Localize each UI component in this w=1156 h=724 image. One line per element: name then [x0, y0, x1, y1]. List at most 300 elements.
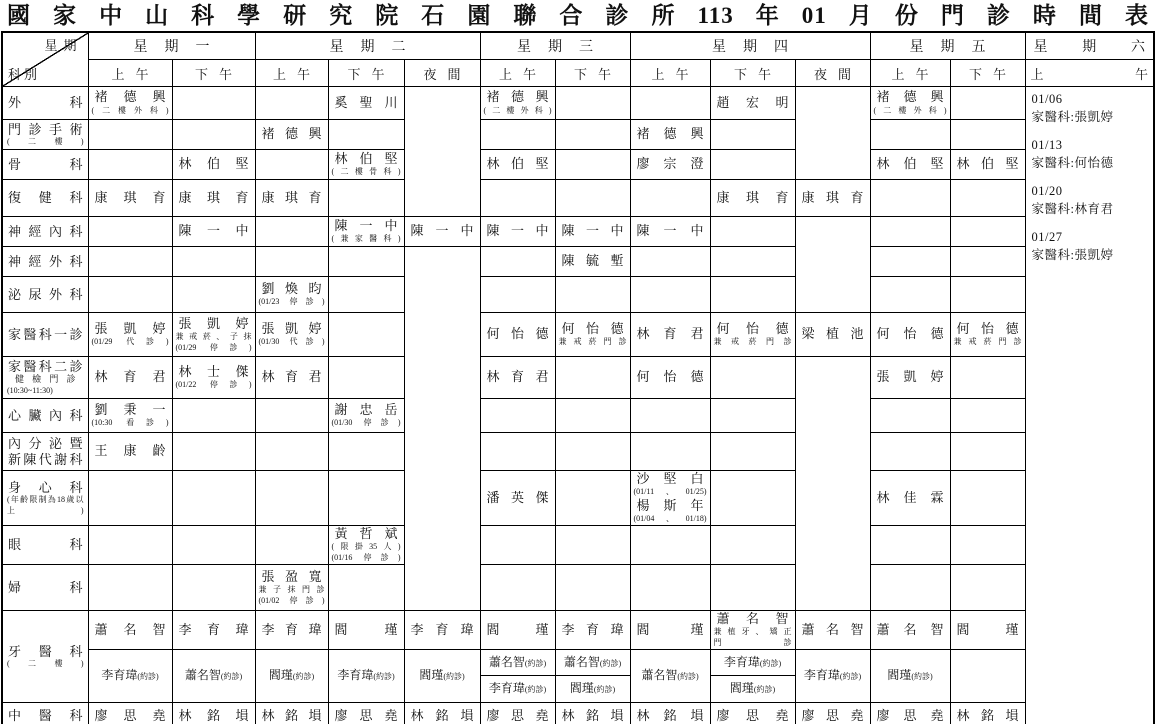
schedule-cell [630, 150, 710, 180]
empty-cell [555, 433, 630, 471]
cell-note: (01/29 代診) [91, 337, 169, 347]
empty-cell [950, 471, 1025, 526]
note-text: 家醫科:林育君 [1031, 202, 1114, 216]
doctor-name-appt: 閻瑾(約診) [887, 668, 933, 683]
doctor-name: 沙堅白 [636, 471, 704, 486]
schedule-cell [950, 313, 1025, 357]
schedule-row [2, 649, 1154, 675]
empty-cell [88, 247, 172, 277]
cell-note: (兼家醫科) [331, 234, 401, 244]
empty-cell [710, 564, 795, 610]
doctor-name: 陳一中 [636, 223, 704, 239]
schedule-cell [255, 120, 328, 150]
note-date: 01/27 [1031, 230, 1063, 244]
dept-cell [2, 610, 88, 702]
empty-cell [328, 277, 404, 313]
doctor-name: 陳一中 [561, 223, 624, 239]
doctor-name: 林銘塤 [636, 707, 704, 723]
schedule-cell [555, 247, 630, 277]
schedule-cell [172, 150, 255, 180]
doctor-name: 林伯堅 [334, 150, 398, 166]
schedule-cell [950, 702, 1025, 724]
empty-cell [870, 247, 950, 277]
empty-cell [555, 357, 630, 399]
session-header: 下午 [328, 60, 404, 87]
cell-note: (二樓外科) [91, 105, 169, 115]
schedule-row [2, 120, 1154, 150]
doctor-name: 康琪育 [261, 189, 322, 205]
empty-cell [172, 247, 255, 277]
session-header: 下午 [555, 60, 630, 87]
empty-cell [870, 526, 950, 565]
cell-note: (01/16 停診) [331, 553, 401, 563]
doctor-name: 褚德興 [261, 126, 322, 142]
saturday-notes-cell [1025, 87, 1154, 724]
empty-cell [328, 180, 404, 217]
schedule-cell [870, 313, 950, 357]
doctor-name: 劉秉一 [94, 401, 166, 417]
dept-name: 心臟內科 [8, 407, 83, 423]
empty-cell [480, 564, 555, 610]
doctor-name: 梁植池 [801, 326, 864, 342]
schedule-cell [88, 313, 172, 357]
session-header: 上午 [255, 60, 328, 87]
weekday-header: 星期四 [630, 32, 870, 60]
appointment-tag: (約診) [443, 672, 465, 682]
doctor-name: 李育瑋 [178, 621, 249, 637]
dept-name: 神經外科 [8, 253, 83, 269]
doctor-name: 張盈寬 [261, 568, 322, 584]
dept-cell [2, 471, 88, 526]
doctor-name: 廖宗澄 [636, 156, 704, 172]
corner-cell [2, 32, 88, 87]
cell-note: (二樓外科) [483, 105, 552, 115]
doctor-name: 李育瑋 [561, 621, 624, 637]
doctor-name: 劉煥昀 [261, 280, 322, 296]
empty-cell [328, 357, 404, 399]
empty-cell [88, 120, 172, 150]
schedule-row [2, 702, 1154, 724]
schedule-cell [255, 180, 328, 217]
schedule-cell [88, 180, 172, 217]
doctor-name-appt: 李育瑋(約診) [723, 654, 782, 669]
empty-cell [710, 471, 795, 526]
doctor-name: 林育君 [94, 369, 166, 385]
schedule-cell [870, 702, 950, 724]
cell-note: (01/04、01/18) [633, 514, 707, 524]
doctor-name: 林銘塤 [410, 707, 474, 723]
empty-cell [172, 120, 255, 150]
empty-cell [630, 247, 710, 277]
corner-weekday-label: 星期 [44, 38, 83, 53]
merged-empty-cell [795, 217, 870, 313]
dept-name: 中醫科 [8, 708, 83, 724]
dept-name: 復健科 [8, 190, 83, 206]
session-header: 上午 [480, 60, 555, 87]
schedule-cell [480, 357, 555, 399]
doctor-name: 林育君 [261, 369, 322, 385]
cell-note: 兼戒菸、子抹 [175, 331, 252, 341]
schedule-cell [710, 649, 795, 675]
empty-cell [950, 357, 1025, 399]
empty-cell [172, 526, 255, 565]
appointment-tag: (約診) [137, 672, 159, 682]
session-header: 夜間 [404, 60, 480, 87]
appointment-tag: (約診) [599, 658, 622, 668]
doctor-name: 何怡德 [956, 320, 1019, 336]
schedule-row [2, 399, 1154, 433]
empty-cell [555, 471, 630, 526]
dept-note: (二樓) [7, 658, 84, 668]
appointment-tag: (約診) [839, 672, 862, 682]
schedule-cell [630, 313, 710, 357]
dept-cell [2, 526, 88, 565]
appointment-tag: (約診) [524, 658, 547, 668]
dept-name: 新陳代謝科 [8, 451, 83, 467]
doctor-name: 陳一中 [410, 223, 474, 239]
dept-name: 神經內科 [8, 223, 83, 239]
cell-note: (01/22 停診) [175, 380, 252, 390]
empty-cell [950, 277, 1025, 313]
appointment-tag: (約診) [677, 672, 699, 682]
note-text: 家醫科:張凱婷 [1031, 248, 1114, 262]
session-header: 下午 [172, 60, 255, 87]
doctor-name: 林伯堅 [486, 156, 549, 172]
appointment-tag: (約診) [753, 685, 776, 695]
schedule-cell [555, 649, 630, 675]
doctor-name: 陳一中 [178, 223, 249, 239]
schedule-cell [795, 313, 870, 357]
empty-cell [630, 399, 710, 433]
schedule-cell [328, 610, 404, 649]
schedule-cell [710, 87, 795, 120]
dept-cell [2, 247, 88, 277]
schedule-cell [88, 610, 172, 649]
merged-empty-cell [795, 87, 870, 180]
schedule-row [2, 150, 1154, 180]
empty-cell [88, 150, 172, 180]
schedule-cell [480, 87, 555, 120]
cell-note: (01/30 代診) [258, 337, 325, 347]
doctor-name: 廖思堯 [716, 707, 789, 723]
doctor-name-appt: 蕭名智(約診) [184, 668, 243, 683]
schedule-cell [950, 150, 1025, 180]
schedule-header [2, 32, 1154, 87]
empty-cell [870, 564, 950, 610]
doctor-name-appt: 蕭名智(約診) [563, 654, 622, 669]
session-header: 下午 [710, 60, 795, 87]
schedule-cell [172, 610, 255, 649]
doctor-name-appt: 閻瑾(約診) [729, 681, 776, 696]
schedule-cell [630, 357, 710, 399]
empty-cell [710, 217, 795, 247]
schedule-cell [555, 610, 630, 649]
doctor-name-appt: 李育瑋(約診) [101, 668, 159, 683]
empty-cell [480, 399, 555, 433]
dept-name: 門診手術 [8, 121, 83, 137]
weekday-header: 星期六 [1025, 32, 1154, 60]
schedule-cell [795, 702, 870, 724]
schedule-cell [172, 702, 255, 724]
dept-name: 牙醫科 [8, 643, 83, 659]
schedule-cell [404, 610, 480, 649]
doctor-name: 張凱婷 [876, 369, 944, 385]
schedule-cell [555, 217, 630, 247]
doctor-name: 褚德興 [94, 89, 166, 105]
schedule-cell [555, 675, 630, 702]
doctor-name: 閻瑾 [334, 621, 398, 637]
dept-cell [2, 433, 88, 471]
empty-cell [870, 180, 950, 217]
schedule-cell [172, 180, 255, 217]
weekday-header: 星期五 [870, 32, 1025, 60]
empty-cell [630, 564, 710, 610]
doctor-name: 林伯堅 [956, 156, 1019, 172]
empty-cell [172, 564, 255, 610]
empty-cell [555, 526, 630, 565]
doctor-name: 楊斯年 [636, 498, 704, 514]
empty-cell [88, 526, 172, 565]
schedule-cell [710, 702, 795, 724]
cell-note: 兼戒菸門診 [713, 337, 792, 347]
schedule-cell [870, 87, 950, 120]
dept-cell [2, 87, 88, 120]
schedule-cell [710, 313, 795, 357]
empty-cell [328, 247, 404, 277]
schedule-cell [404, 649, 480, 702]
empty-cell [555, 87, 630, 120]
cell-note: 兼戒菸門診 [558, 337, 627, 347]
session-header: 上午 [630, 60, 710, 87]
schedule-cell [630, 702, 710, 724]
empty-cell [950, 247, 1025, 277]
schedule-cell [88, 649, 172, 702]
empty-cell [870, 399, 950, 433]
doctor-name: 林士傑 [178, 363, 249, 379]
empty-cell [172, 471, 255, 526]
doctor-name: 何怡德 [561, 320, 624, 336]
schedule-cell [255, 313, 328, 357]
schedule-row [2, 247, 1154, 277]
schedule-row [2, 610, 1154, 649]
doctor-name: 林育君 [636, 326, 704, 342]
schedule-cell [630, 610, 710, 649]
appointment-tag: (約診) [524, 685, 547, 695]
cell-note: (01/11、01/25) [633, 487, 707, 497]
doctor-name: 康琪育 [178, 189, 249, 205]
doctor-name-appt: 閻瑾(約診) [569, 681, 616, 696]
schedule-row [2, 433, 1154, 471]
schedule-cell [88, 357, 172, 399]
empty-cell [255, 217, 328, 247]
doctor-name: 廖思堯 [334, 707, 398, 723]
note-date: 01/20 [1031, 184, 1063, 198]
empty-cell [172, 433, 255, 471]
empty-cell [88, 217, 172, 247]
corner-dept-label: 科別 [8, 67, 41, 82]
empty-cell [870, 120, 950, 150]
empty-cell [255, 87, 328, 120]
doctor-name: 林佳霖 [876, 489, 944, 505]
schedule-cell [870, 357, 950, 399]
schedule-cell [328, 702, 404, 724]
empty-cell [480, 277, 555, 313]
session-header: 下午 [950, 60, 1025, 87]
doctor-name: 李育瑋 [261, 621, 322, 637]
schedule-cell [480, 471, 555, 526]
empty-cell [710, 150, 795, 180]
schedule-cell [480, 150, 555, 180]
empty-cell [480, 433, 555, 471]
empty-cell [480, 526, 555, 565]
schedule-cell [480, 610, 555, 649]
merged-empty-cell [404, 247, 480, 611]
page-title: 國家中山科學研究院石園聯合診所113年01月份門診時間表 [7, 3, 1149, 28]
empty-cell [88, 471, 172, 526]
doctor-name: 張凱婷 [94, 320, 166, 336]
schedule-row [2, 357, 1154, 399]
schedule-row [2, 526, 1154, 565]
dept-cell [2, 702, 88, 724]
empty-cell [710, 357, 795, 399]
schedule-cell [255, 564, 328, 610]
schedule-cell [88, 433, 172, 471]
doctor-name: 康琪育 [94, 189, 166, 205]
schedule-row [2, 313, 1154, 357]
schedule-cell [255, 610, 328, 649]
schedule-row [2, 471, 1154, 526]
dept-name: 骨科 [8, 156, 83, 172]
session-header: 夜間 [795, 60, 870, 87]
empty-cell [710, 433, 795, 471]
empty-cell [630, 277, 710, 313]
empty-cell [172, 87, 255, 120]
schedule-row [2, 564, 1154, 610]
doctor-name: 康琪育 [801, 189, 864, 205]
empty-cell [255, 150, 328, 180]
schedule-cell [88, 87, 172, 120]
doctor-name: 謝忠岳 [334, 401, 398, 417]
note-date: 01/13 [1031, 138, 1063, 152]
schedule-cell [795, 610, 870, 649]
doctor-name-appt: 李育瑋(約診) [337, 668, 395, 683]
doctor-name: 陳毓塹 [561, 253, 624, 269]
schedule-table [1, 31, 1155, 724]
doctor-name-appt: 蕭名智(約診) [641, 668, 699, 683]
schedule-cell [480, 649, 555, 675]
merged-empty-cell [404, 87, 480, 217]
empty-cell [710, 526, 795, 565]
doctor-name: 王康齡 [94, 443, 166, 459]
empty-cell [480, 247, 555, 277]
doctor-name: 奚聖川 [334, 94, 398, 110]
empty-cell [950, 180, 1025, 217]
doctor-name-appt: 蕭名智(約診) [488, 654, 547, 669]
schedule-cell [630, 471, 710, 526]
empty-cell [328, 471, 404, 526]
cell-note: (01/02 停診) [258, 595, 325, 605]
dept-name: 身心科 [8, 479, 83, 495]
schedule-cell [328, 526, 404, 565]
cell-note: 兼子抹門診 [258, 584, 325, 594]
weekday-header: 星期二 [255, 32, 480, 60]
session-header: 上午 [88, 60, 172, 87]
dept-name: 家醫科二診 [8, 358, 83, 374]
merged-empty-cell [795, 357, 870, 611]
schedule-cell [88, 702, 172, 724]
doctor-name: 林伯堅 [178, 156, 249, 172]
schedule-cell [480, 675, 555, 702]
schedule-cell [88, 399, 172, 433]
empty-cell [870, 433, 950, 471]
appointment-tag: (約診) [759, 658, 782, 668]
empty-cell [870, 277, 950, 313]
dept-cell [2, 399, 88, 433]
cell-note: (二樓外科) [873, 105, 947, 115]
note-text: 家醫科:何怡德 [1031, 156, 1114, 170]
doctor-name: 蕭名智 [716, 610, 789, 626]
schedule-cell [480, 313, 555, 357]
doctor-name: 陳一中 [486, 223, 549, 239]
schedule-cell [710, 610, 795, 649]
doctor-name: 何怡德 [716, 320, 789, 336]
schedule-cell [255, 277, 328, 313]
schedule-cell [172, 313, 255, 357]
session-header: 上午 [870, 60, 950, 87]
doctor-name: 康琪育 [716, 189, 789, 205]
schedule-cell [870, 649, 950, 702]
empty-cell [950, 526, 1025, 565]
doctor-name: 蕭名智 [94, 621, 166, 637]
schedule-row [2, 217, 1154, 247]
schedule-row [2, 277, 1154, 313]
doctor-name: 閻瑾 [956, 621, 1019, 637]
empty-cell [255, 526, 328, 565]
empty-cell [710, 120, 795, 150]
cell-note: (10:30 看診) [91, 418, 169, 428]
schedule-cell [404, 702, 480, 724]
cell-note: (二樓骨科) [331, 167, 401, 177]
empty-cell [630, 180, 710, 217]
empty-cell [255, 471, 328, 526]
empty-cell [480, 120, 555, 150]
schedule-cell [255, 702, 328, 724]
doctor-name: 褚德興 [636, 126, 704, 142]
dept-cell [2, 357, 88, 399]
empty-cell [710, 247, 795, 277]
doctor-name-appt: 李育瑋(約診) [803, 668, 862, 683]
schedule-cell [710, 675, 795, 702]
schedule-cell [480, 702, 555, 724]
weekday-header: 星期三 [480, 32, 630, 60]
doctor-name: 何怡德 [636, 369, 704, 385]
schedule-body [2, 87, 1154, 724]
schedule-row [2, 87, 1154, 120]
doctor-name: 黃哲斌 [334, 526, 398, 542]
appointment-tag: (約診) [593, 685, 616, 695]
empty-cell [555, 180, 630, 217]
empty-cell [328, 433, 404, 471]
empty-cell [255, 433, 328, 471]
dept-cell [2, 277, 88, 313]
empty-cell [255, 399, 328, 433]
session-header: 上午 [1025, 60, 1154, 87]
cell-note: 門診 [713, 637, 792, 647]
dept-note: 健檢門診 [15, 374, 76, 385]
schedule-cell [172, 357, 255, 399]
empty-cell [328, 564, 404, 610]
schedule-cell [555, 702, 630, 724]
